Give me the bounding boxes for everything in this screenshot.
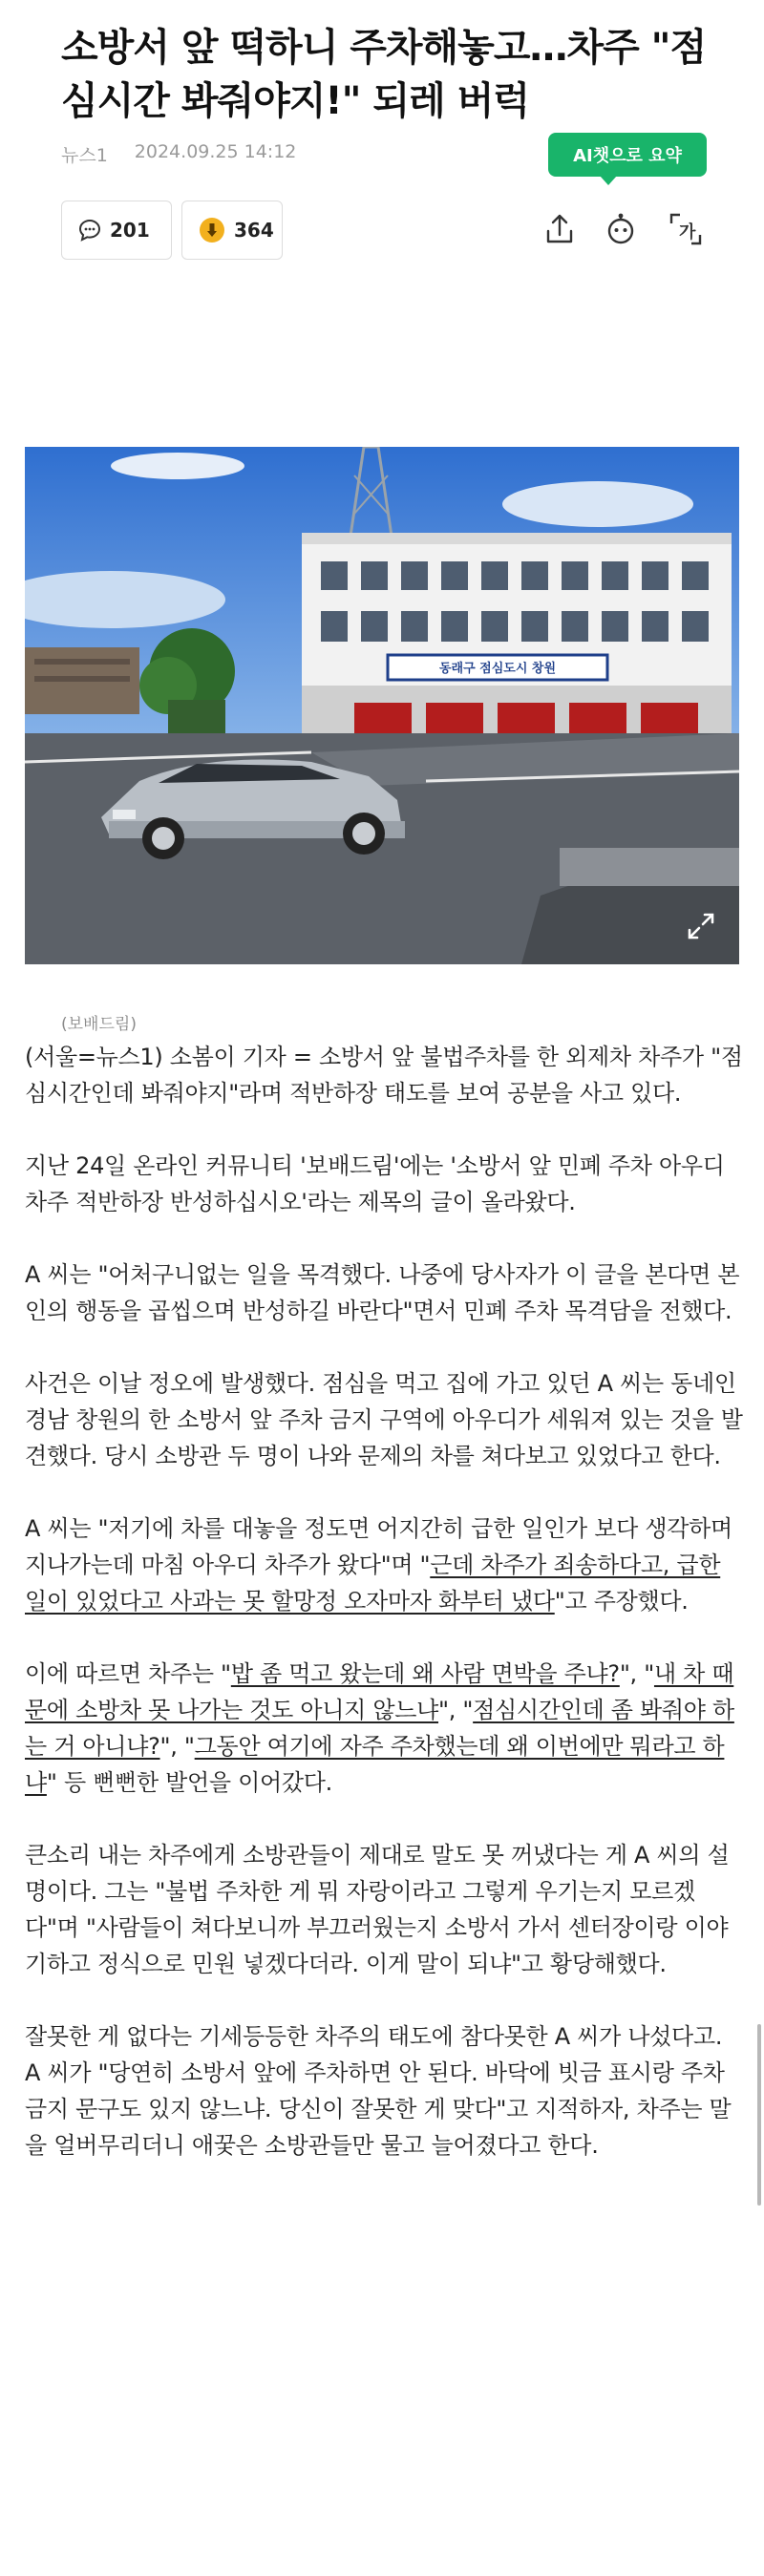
- article-meta: [61, 141, 296, 167]
- comment-icon: [77, 218, 102, 243]
- article-source[interactable]: 뉴스1: [61, 145, 108, 166]
- article-headline: 소방서 앞 떡하니 주차해놓고…차주 "점심시간 봐줘야지!" 되레 버럭: [61, 26, 707, 123]
- quote-underlined: 그동안 여기에 자주 주차했는데 왜 이번에만 뭐라고 하냐: [25, 1733, 725, 1796]
- quote-underlined: 점심시간인데 좀 봐줘야 하는 거 아니냐?: [25, 1697, 734, 1760]
- paragraph: 잘못한 게 없다는 기세등등한 차주의 태도에 참다못한 A 씨가 나섰다고. A 씨가 "당연히 소방서 앞에 주차하면 안 된다. 바닥에 빗금 표시랑 주차 금지 문구도 있지 않느냐. 당신이 잘못한 게 맞다"고 지적하자, 차주는 말을 얼버무리더니 애꿎은 소방관들만 물고 늘어졌다고 한다.: [25, 2023, 732, 2159]
- ai-summary-button[interactable]: AI챗으로 요약: [548, 133, 707, 177]
- quote-underlined: 밥 좀 먹고 왔는데 왜 사람 면박을 주냐?: [230, 1660, 620, 1687]
- text-run: " 등 뻔뻔한 발언을 이어갔다.: [46, 1769, 332, 1796]
- svg-text:가: 가: [679, 222, 696, 243]
- text-run: ", ": [438, 1697, 474, 1723]
- paragraph: 지난 24일 온라인 커뮤니티 '보배드림'에는 '소방서 앞 민폐 주차 아우디 차주 적반하장 반성하십시오'라는 제목의 글이 올라왔다.: [25, 1152, 725, 1215]
- photo-caption: (보배드림): [61, 1015, 137, 1034]
- paragraph: (서울=뉴스1) 소봄이 기자 = 소방서 앞 불법주차를 한 외제차 차주가 "점심시간인데 봐줘야지"라며 적반하장 태도를 보여 공분을 사고 있다.: [25, 1044, 743, 1107]
- likes-count: 364: [234, 219, 274, 242]
- text-run: ", ": [619, 1660, 654, 1687]
- text-run: ", ": [159, 1733, 195, 1760]
- article-date: 2024.09.25 14:12: [134, 141, 297, 162]
- like-button[interactable]: [181, 201, 283, 260]
- comments-count: 201: [110, 219, 150, 242]
- text-run: "고 주장했다.: [554, 1588, 689, 1615]
- paragraph: A 씨는 "어처구니없는 일을 목격했다. 나중에 당사자가 이 글을 본다면 본인의 행동을 곱씹으며 반성하길 바란다"면서 민폐 주차 목격담을 전했다.: [25, 1261, 740, 1324]
- share-icon[interactable]: [541, 210, 579, 248]
- text-run: 이에 따르면 차주는 ": [25, 1660, 231, 1687]
- article-photo[interactable]: [25, 447, 739, 964]
- article-body: [25, 1039, 743, 2200]
- paragraph: [25, 1510, 743, 1619]
- quote-underlined: 내 차 때문에 소방차 못 나가는 것도 아니지 않느냐: [25, 1660, 734, 1723]
- comments-button[interactable]: [61, 201, 172, 260]
- expand-icon[interactable]: [684, 909, 718, 943]
- paragraph: 사건은 이날 정오에 발생했다. 점심을 먹고 집에 가고 있던 A 씨는 동네인 경남 창원의 한 소방서 앞 주차 금지 구역에 아우디가 세워져 있는 것을 발견했다. 당시 소방관 두 명이 나와 문제의 차를 쳐다보고 있었다고 한다.: [25, 1370, 743, 1469]
- station-sign: 동래구 점심도시 창원: [438, 662, 557, 676]
- font-size-icon[interactable]: [667, 210, 705, 248]
- paragraph: 큰소리 내는 차주에게 소방관들이 제대로 말도 못 꺼냈다는 게 A 씨의 설명이다. 그는 "불법 주차한 게 뭐 자랑이라고 그렇게 우기는지 모르겠다"며 "사람들이 쳐다보니까 부끄러웠는지 소방서 가서 센터장이랑 이야기하고 정식으로 민원 넣겠다더라. 이게 말이 되냐"고 황당해했다.: [25, 1842, 730, 1977]
- quote-underlined: 근데 차주가 죄송하다고, 급한 일이 있었다고 사과는 못 할망정 오자마자 화부터 냈다: [25, 1552, 721, 1615]
- like-emoji-icon: [198, 216, 226, 244]
- scrollbar-thumb[interactable]: [757, 2024, 761, 2206]
- fire-station-scene: [25, 447, 739, 964]
- text-run: A 씨는 "저기에 차를 대놓을 정도면 어지간히 급한 일인가 보다 생각하며 지나가는데 마침 아우디 차주가 왔다"며 ": [25, 1515, 732, 1578]
- chatbot-icon[interactable]: [602, 210, 640, 248]
- paragraph: [25, 1656, 743, 1801]
